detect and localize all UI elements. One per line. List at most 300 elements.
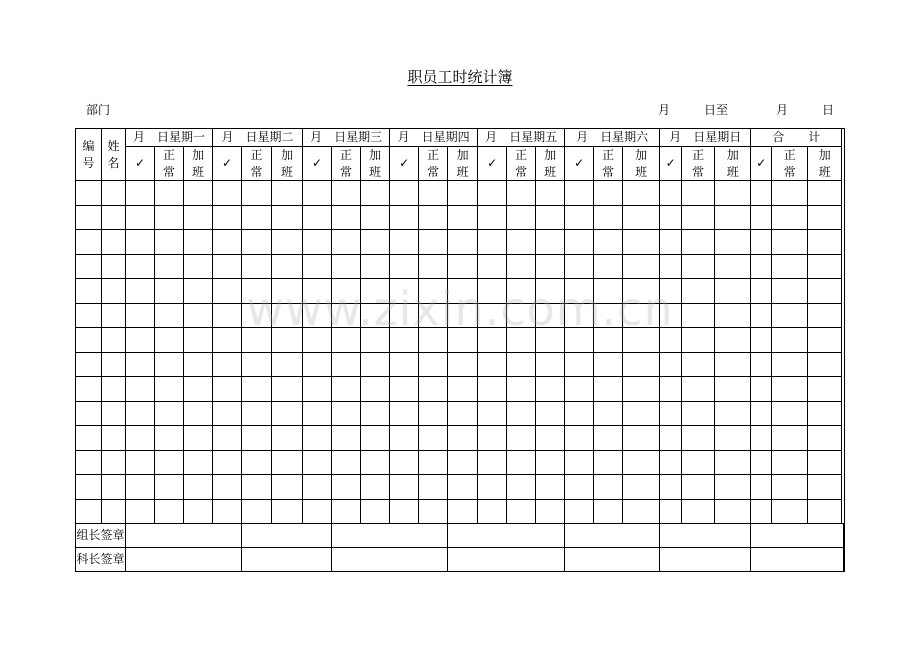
hours-cell[interactable] xyxy=(155,450,184,475)
hours-cell[interactable] xyxy=(751,475,772,500)
hours-cell[interactable] xyxy=(213,499,242,524)
hours-cell[interactable] xyxy=(808,254,842,279)
hours-cell[interactable] xyxy=(594,181,623,206)
hours-cell[interactable] xyxy=(332,499,361,524)
hours-cell[interactable] xyxy=(213,181,242,206)
hours-cell[interactable] xyxy=(715,401,751,426)
hours-cell[interactable] xyxy=(390,499,419,524)
hours-cell[interactable] xyxy=(623,401,660,426)
hours-cell[interactable] xyxy=(184,303,213,328)
hours-cell[interactable] xyxy=(361,254,390,279)
hours-cell[interactable] xyxy=(507,352,536,377)
employee-name-cell[interactable] xyxy=(102,426,126,451)
hours-cell[interactable] xyxy=(390,401,419,426)
hours-cell[interactable] xyxy=(808,352,842,377)
hours-cell[interactable] xyxy=(126,377,155,402)
hours-cell[interactable] xyxy=(565,450,594,475)
hours-cell[interactable] xyxy=(623,352,660,377)
hours-cell[interactable] xyxy=(272,328,303,353)
hours-cell[interactable] xyxy=(623,328,660,353)
hours-cell[interactable] xyxy=(332,254,361,279)
hours-cell[interactable] xyxy=(682,230,715,255)
hours-cell[interactable] xyxy=(126,303,155,328)
hours-cell[interactable] xyxy=(715,352,751,377)
hours-cell[interactable] xyxy=(715,426,751,451)
hours-cell[interactable] xyxy=(478,205,507,230)
hours-cell[interactable] xyxy=(751,426,772,451)
hours-cell[interactable] xyxy=(478,450,507,475)
hours-cell[interactable] xyxy=(565,401,594,426)
hours-cell[interactable] xyxy=(303,352,332,377)
hours-cell[interactable] xyxy=(715,181,751,206)
hours-cell[interactable] xyxy=(808,475,842,500)
hours-cell[interactable] xyxy=(715,303,751,328)
hours-cell[interactable] xyxy=(419,303,448,328)
hours-cell[interactable] xyxy=(751,303,772,328)
hours-cell[interactable] xyxy=(332,352,361,377)
hours-cell[interactable] xyxy=(623,205,660,230)
hours-cell[interactable] xyxy=(682,450,715,475)
signature-cell[interactable] xyxy=(332,524,448,548)
hours-cell[interactable] xyxy=(715,499,751,524)
hours-cell[interactable] xyxy=(419,499,448,524)
hours-cell[interactable] xyxy=(660,230,682,255)
hours-cell[interactable] xyxy=(772,450,808,475)
hours-cell[interactable] xyxy=(623,499,660,524)
employee-name-cell[interactable] xyxy=(102,279,126,304)
hours-cell[interactable] xyxy=(682,254,715,279)
hours-cell[interactable] xyxy=(361,401,390,426)
hours-cell[interactable] xyxy=(660,450,682,475)
employee-name-cell[interactable] xyxy=(102,401,126,426)
hours-cell[interactable] xyxy=(213,303,242,328)
hours-cell[interactable] xyxy=(419,279,448,304)
hours-cell[interactable] xyxy=(715,377,751,402)
hours-cell[interactable] xyxy=(419,328,448,353)
signature-cell[interactable] xyxy=(126,524,242,548)
hours-cell[interactable] xyxy=(332,230,361,255)
hours-cell[interactable] xyxy=(242,230,272,255)
hours-cell[interactable] xyxy=(126,401,155,426)
hours-cell[interactable] xyxy=(623,303,660,328)
hours-cell[interactable] xyxy=(361,205,390,230)
employee-id-cell[interactable] xyxy=(76,230,102,255)
hours-cell[interactable] xyxy=(184,279,213,304)
signature-cell[interactable] xyxy=(332,548,448,572)
employee-id-cell[interactable] xyxy=(76,352,102,377)
hours-cell[interactable] xyxy=(623,426,660,451)
hours-cell[interactable] xyxy=(478,475,507,500)
hours-cell[interactable] xyxy=(565,181,594,206)
hours-cell[interactable] xyxy=(594,426,623,451)
hours-cell[interactable] xyxy=(772,475,808,500)
hours-cell[interactable] xyxy=(126,181,155,206)
hours-cell[interactable] xyxy=(213,254,242,279)
hours-cell[interactable] xyxy=(565,205,594,230)
hours-cell[interactable] xyxy=(242,352,272,377)
hours-cell[interactable] xyxy=(660,303,682,328)
hours-cell[interactable] xyxy=(808,401,842,426)
hours-cell[interactable] xyxy=(565,303,594,328)
hours-cell[interactable] xyxy=(332,328,361,353)
hours-cell[interactable] xyxy=(507,205,536,230)
hours-cell[interactable] xyxy=(155,328,184,353)
hours-cell[interactable] xyxy=(478,426,507,451)
hours-cell[interactable] xyxy=(565,328,594,353)
hours-cell[interactable] xyxy=(448,401,478,426)
hours-cell[interactable] xyxy=(507,181,536,206)
hours-cell[interactable] xyxy=(594,328,623,353)
hours-cell[interactable] xyxy=(361,181,390,206)
hours-cell[interactable] xyxy=(772,328,808,353)
hours-cell[interactable] xyxy=(808,328,842,353)
hours-cell[interactable] xyxy=(272,377,303,402)
hours-cell[interactable] xyxy=(660,401,682,426)
hours-cell[interactable] xyxy=(213,230,242,255)
hours-cell[interactable] xyxy=(155,401,184,426)
hours-cell[interactable] xyxy=(772,401,808,426)
hours-cell[interactable] xyxy=(184,328,213,353)
hours-cell[interactable] xyxy=(242,401,272,426)
hours-cell[interactable] xyxy=(419,181,448,206)
hours-cell[interactable] xyxy=(660,205,682,230)
hours-cell[interactable] xyxy=(272,230,303,255)
hours-cell[interactable] xyxy=(565,377,594,402)
hours-cell[interactable] xyxy=(272,499,303,524)
hours-cell[interactable] xyxy=(448,328,478,353)
hours-cell[interactable] xyxy=(715,328,751,353)
hours-cell[interactable] xyxy=(682,181,715,206)
hours-cell[interactable] xyxy=(155,279,184,304)
hours-cell[interactable] xyxy=(419,352,448,377)
hours-cell[interactable] xyxy=(184,401,213,426)
hours-cell[interactable] xyxy=(242,279,272,304)
hours-cell[interactable] xyxy=(715,205,751,230)
hours-cell[interactable] xyxy=(478,328,507,353)
hours-cell[interactable] xyxy=(682,279,715,304)
hours-cell[interactable] xyxy=(303,230,332,255)
employee-name-cell[interactable] xyxy=(102,205,126,230)
hours-cell[interactable] xyxy=(303,450,332,475)
hours-cell[interactable] xyxy=(808,426,842,451)
hours-cell[interactable] xyxy=(507,426,536,451)
employee-id-cell[interactable] xyxy=(76,181,102,206)
hours-cell[interactable] xyxy=(361,303,390,328)
hours-cell[interactable] xyxy=(361,352,390,377)
hours-cell[interactable] xyxy=(682,401,715,426)
hours-cell[interactable] xyxy=(536,475,565,500)
hours-cell[interactable] xyxy=(303,499,332,524)
hours-cell[interactable] xyxy=(361,499,390,524)
hours-cell[interactable] xyxy=(213,352,242,377)
hours-cell[interactable] xyxy=(448,426,478,451)
hours-cell[interactable] xyxy=(126,230,155,255)
hours-cell[interactable] xyxy=(594,352,623,377)
hours-cell[interactable] xyxy=(565,230,594,255)
hours-cell[interactable] xyxy=(155,499,184,524)
hours-cell[interactable] xyxy=(772,352,808,377)
hours-cell[interactable] xyxy=(808,279,842,304)
hours-cell[interactable] xyxy=(361,328,390,353)
hours-cell[interactable] xyxy=(419,254,448,279)
hours-cell[interactable] xyxy=(623,181,660,206)
employee-name-cell[interactable] xyxy=(102,254,126,279)
hours-cell[interactable] xyxy=(332,303,361,328)
hours-cell[interactable] xyxy=(715,279,751,304)
hours-cell[interactable] xyxy=(184,181,213,206)
hours-cell[interactable] xyxy=(184,230,213,255)
hours-cell[interactable] xyxy=(184,450,213,475)
hours-cell[interactable] xyxy=(126,352,155,377)
hours-cell[interactable] xyxy=(772,377,808,402)
hours-cell[interactable] xyxy=(184,499,213,524)
hours-cell[interactable] xyxy=(272,254,303,279)
hours-cell[interactable] xyxy=(682,328,715,353)
hours-cell[interactable] xyxy=(303,377,332,402)
hours-cell[interactable] xyxy=(772,181,808,206)
hours-cell[interactable] xyxy=(594,254,623,279)
hours-cell[interactable] xyxy=(126,328,155,353)
hours-cell[interactable] xyxy=(536,377,565,402)
hours-cell[interactable] xyxy=(660,254,682,279)
hours-cell[interactable] xyxy=(660,475,682,500)
hours-cell[interactable] xyxy=(419,475,448,500)
hours-cell[interactable] xyxy=(390,279,419,304)
hours-cell[interactable] xyxy=(623,254,660,279)
hours-cell[interactable] xyxy=(155,303,184,328)
employee-name-cell[interactable] xyxy=(102,328,126,353)
hours-cell[interactable] xyxy=(155,352,184,377)
hours-cell[interactable] xyxy=(184,377,213,402)
hours-cell[interactable] xyxy=(565,352,594,377)
hours-cell[interactable] xyxy=(361,230,390,255)
hours-cell[interactable] xyxy=(594,499,623,524)
hours-cell[interactable] xyxy=(184,426,213,451)
hours-cell[interactable] xyxy=(536,450,565,475)
hours-cell[interactable] xyxy=(303,254,332,279)
hours-cell[interactable] xyxy=(303,328,332,353)
hours-cell[interactable] xyxy=(126,205,155,230)
hours-cell[interactable] xyxy=(682,377,715,402)
hours-cell[interactable] xyxy=(660,279,682,304)
hours-cell[interactable] xyxy=(772,254,808,279)
hours-cell[interactable] xyxy=(303,426,332,451)
hours-cell[interactable] xyxy=(507,499,536,524)
hours-cell[interactable] xyxy=(751,352,772,377)
hours-cell[interactable] xyxy=(242,303,272,328)
signature-cell[interactable] xyxy=(751,524,843,548)
hours-cell[interactable] xyxy=(448,377,478,402)
hours-cell[interactable] xyxy=(272,352,303,377)
signature-cell[interactable] xyxy=(448,524,565,548)
hours-cell[interactable] xyxy=(332,181,361,206)
hours-cell[interactable] xyxy=(242,475,272,500)
hours-cell[interactable] xyxy=(536,279,565,304)
hours-cell[interactable] xyxy=(184,352,213,377)
hours-cell[interactable] xyxy=(242,499,272,524)
hours-cell[interactable] xyxy=(126,499,155,524)
hours-cell[interactable] xyxy=(536,303,565,328)
hours-cell[interactable] xyxy=(478,181,507,206)
hours-cell[interactable] xyxy=(155,426,184,451)
hours-cell[interactable] xyxy=(213,279,242,304)
hours-cell[interactable] xyxy=(751,254,772,279)
hours-cell[interactable] xyxy=(242,450,272,475)
hours-cell[interactable] xyxy=(536,254,565,279)
hours-cell[interactable] xyxy=(361,450,390,475)
hours-cell[interactable] xyxy=(536,230,565,255)
hours-cell[interactable] xyxy=(155,377,184,402)
hours-cell[interactable] xyxy=(565,475,594,500)
hours-cell[interactable] xyxy=(332,279,361,304)
hours-cell[interactable] xyxy=(390,450,419,475)
hours-cell[interactable] xyxy=(390,230,419,255)
hours-cell[interactable] xyxy=(448,450,478,475)
hours-cell[interactable] xyxy=(536,426,565,451)
hours-cell[interactable] xyxy=(682,499,715,524)
hours-cell[interactable] xyxy=(448,499,478,524)
hours-cell[interactable] xyxy=(660,499,682,524)
hours-cell[interactable] xyxy=(390,303,419,328)
hours-cell[interactable] xyxy=(808,450,842,475)
hours-cell[interactable] xyxy=(448,352,478,377)
hours-cell[interactable] xyxy=(272,279,303,304)
hours-cell[interactable] xyxy=(242,254,272,279)
hours-cell[interactable] xyxy=(419,230,448,255)
hours-cell[interactable] xyxy=(155,230,184,255)
employee-id-cell[interactable] xyxy=(76,475,102,500)
hours-cell[interactable] xyxy=(332,426,361,451)
hours-cell[interactable] xyxy=(478,279,507,304)
signature-cell[interactable] xyxy=(448,548,565,572)
hours-cell[interactable] xyxy=(155,205,184,230)
hours-cell[interactable] xyxy=(715,450,751,475)
hours-cell[interactable] xyxy=(272,181,303,206)
hours-cell[interactable] xyxy=(808,303,842,328)
hours-cell[interactable] xyxy=(751,205,772,230)
hours-cell[interactable] xyxy=(361,279,390,304)
hours-cell[interactable] xyxy=(303,181,332,206)
hours-cell[interactable] xyxy=(478,254,507,279)
hours-cell[interactable] xyxy=(772,303,808,328)
employee-id-cell[interactable] xyxy=(76,328,102,353)
hours-cell[interactable] xyxy=(478,377,507,402)
hours-cell[interactable] xyxy=(419,377,448,402)
hours-cell[interactable] xyxy=(419,401,448,426)
hours-cell[interactable] xyxy=(808,377,842,402)
hours-cell[interactable] xyxy=(242,205,272,230)
employee-id-cell[interactable] xyxy=(76,450,102,475)
hours-cell[interactable] xyxy=(751,377,772,402)
hours-cell[interactable] xyxy=(390,328,419,353)
hours-cell[interactable] xyxy=(126,450,155,475)
hours-cell[interactable] xyxy=(303,401,332,426)
hours-cell[interactable] xyxy=(332,450,361,475)
signature-cell[interactable] xyxy=(242,524,332,548)
employee-name-cell[interactable] xyxy=(102,377,126,402)
hours-cell[interactable] xyxy=(565,426,594,451)
hours-cell[interactable] xyxy=(772,499,808,524)
hours-cell[interactable] xyxy=(390,352,419,377)
hours-cell[interactable] xyxy=(682,352,715,377)
hours-cell[interactable] xyxy=(536,205,565,230)
hours-cell[interactable] xyxy=(565,499,594,524)
signature-cell[interactable] xyxy=(660,524,751,548)
hours-cell[interactable] xyxy=(184,205,213,230)
hours-cell[interactable] xyxy=(660,328,682,353)
employee-name-cell[interactable] xyxy=(102,230,126,255)
hours-cell[interactable] xyxy=(478,401,507,426)
hours-cell[interactable] xyxy=(715,254,751,279)
hours-cell[interactable] xyxy=(272,303,303,328)
hours-cell[interactable] xyxy=(390,426,419,451)
hours-cell[interactable] xyxy=(478,352,507,377)
hours-cell[interactable] xyxy=(623,475,660,500)
employee-name-cell[interactable] xyxy=(102,475,126,500)
hours-cell[interactable] xyxy=(772,426,808,451)
hours-cell[interactable] xyxy=(594,377,623,402)
hours-cell[interactable] xyxy=(242,426,272,451)
hours-cell[interactable] xyxy=(303,303,332,328)
hours-cell[interactable] xyxy=(751,279,772,304)
hours-cell[interactable] xyxy=(184,475,213,500)
hours-cell[interactable] xyxy=(594,303,623,328)
signature-cell[interactable] xyxy=(565,548,660,572)
hours-cell[interactable] xyxy=(126,426,155,451)
employee-name-cell[interactable] xyxy=(102,499,126,524)
hours-cell[interactable] xyxy=(536,499,565,524)
signature-cell[interactable] xyxy=(843,524,844,548)
hours-cell[interactable] xyxy=(361,377,390,402)
signature-cell[interactable] xyxy=(126,548,242,572)
hours-cell[interactable] xyxy=(751,328,772,353)
hours-cell[interactable] xyxy=(507,377,536,402)
hours-cell[interactable] xyxy=(808,205,842,230)
hours-cell[interactable] xyxy=(272,475,303,500)
hours-cell[interactable] xyxy=(155,181,184,206)
hours-cell[interactable] xyxy=(332,401,361,426)
hours-cell[interactable] xyxy=(507,328,536,353)
hours-cell[interactable] xyxy=(751,401,772,426)
signature-cell[interactable] xyxy=(751,548,843,572)
hours-cell[interactable] xyxy=(594,279,623,304)
hours-cell[interactable] xyxy=(419,205,448,230)
hours-cell[interactable] xyxy=(213,475,242,500)
hours-cell[interactable] xyxy=(390,475,419,500)
hours-cell[interactable] xyxy=(594,475,623,500)
hours-cell[interactable] xyxy=(478,230,507,255)
employee-id-cell[interactable] xyxy=(76,426,102,451)
signature-cell[interactable] xyxy=(843,548,844,572)
hours-cell[interactable] xyxy=(594,205,623,230)
employee-id-cell[interactable] xyxy=(76,279,102,304)
hours-cell[interactable] xyxy=(213,401,242,426)
hours-cell[interactable] xyxy=(623,450,660,475)
hours-cell[interactable] xyxy=(808,181,842,206)
hours-cell[interactable] xyxy=(623,230,660,255)
hours-cell[interactable] xyxy=(448,279,478,304)
hours-cell[interactable] xyxy=(536,181,565,206)
hours-cell[interactable] xyxy=(507,303,536,328)
hours-cell[interactable] xyxy=(213,328,242,353)
employee-name-cell[interactable] xyxy=(102,303,126,328)
hours-cell[interactable] xyxy=(361,426,390,451)
hours-cell[interactable] xyxy=(390,377,419,402)
hours-cell[interactable] xyxy=(594,450,623,475)
hours-cell[interactable] xyxy=(390,254,419,279)
hours-cell[interactable] xyxy=(272,426,303,451)
hours-cell[interactable] xyxy=(272,401,303,426)
